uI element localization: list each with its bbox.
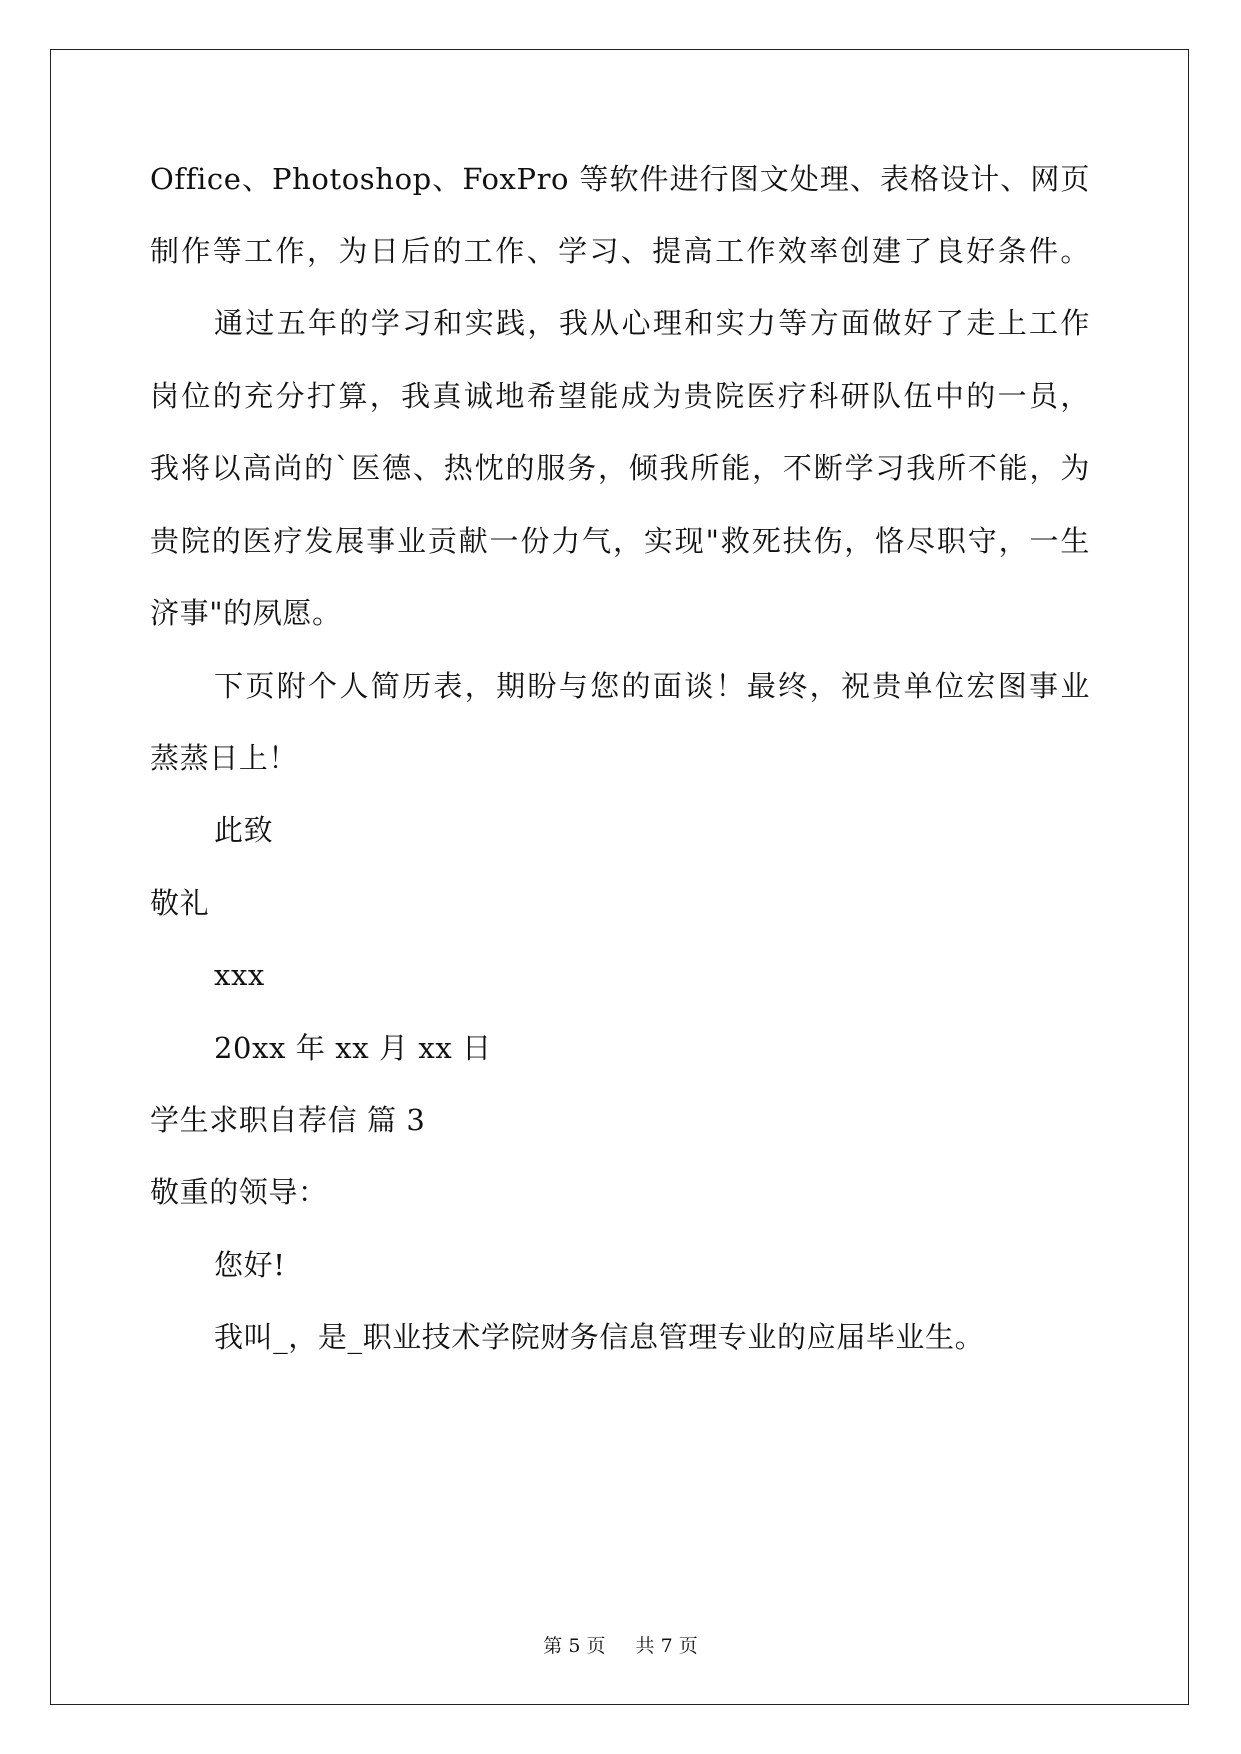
paragraph-line: 下页附个人简历表，期盼与您的面谈！最终，祝贵单位宏图事业 bbox=[214, 669, 1090, 703]
paragraph-line: 我将以高尚的`医德、热忱的服务，倾我所能，不断学习我所不能，为 bbox=[150, 451, 1090, 485]
page-footer bbox=[0, 1631, 1241, 1658]
page-number-current: 第 5 页 bbox=[543, 1635, 606, 1657]
intro-line: 我叫_，是_职业技术学院财务信息管理专业的应届毕业生。 bbox=[214, 1320, 985, 1354]
closing-line: 此致 bbox=[214, 813, 274, 847]
paragraph-line: 济事"的夙愿。 bbox=[150, 596, 342, 630]
paragraph-line: 岗位的充分打算，我真诚地希望能成为贵院医疗科研队伍中的一员， bbox=[150, 379, 1090, 413]
paragraph-line: 通过五年的学习和实践，我从心理和实力等方面做好了走上工作 bbox=[214, 306, 1090, 340]
page-number-total: 共 7 页 bbox=[635, 1635, 698, 1657]
paragraph-line: 制作等工作，为日后的工作、学习、提高工作效率创建了良好条件。 bbox=[150, 234, 1090, 268]
date-line: 20xx 年 xx 月 xx 日 bbox=[214, 1031, 492, 1065]
greeting: 您好! bbox=[214, 1248, 286, 1282]
paragraph-line: 贵院的医疗发展事业贡献一份力气，实现"救死扶伤，恪尽职守，一生 bbox=[150, 524, 1090, 558]
signature: xxx bbox=[214, 958, 265, 992]
paragraph-line: Office、Photoshop、FoxPro 等软件进行图文处理、表格设计、网页 bbox=[150, 162, 1090, 196]
salutation: 敬重的领导： bbox=[150, 1175, 328, 1209]
section-title: 学生求职自荐信 篇 3 bbox=[150, 1103, 426, 1137]
paragraph-line: 蒸蒸日上！ bbox=[150, 741, 299, 775]
page-frame bbox=[50, 49, 1189, 1705]
closing-line: 敬礼 bbox=[150, 886, 210, 920]
